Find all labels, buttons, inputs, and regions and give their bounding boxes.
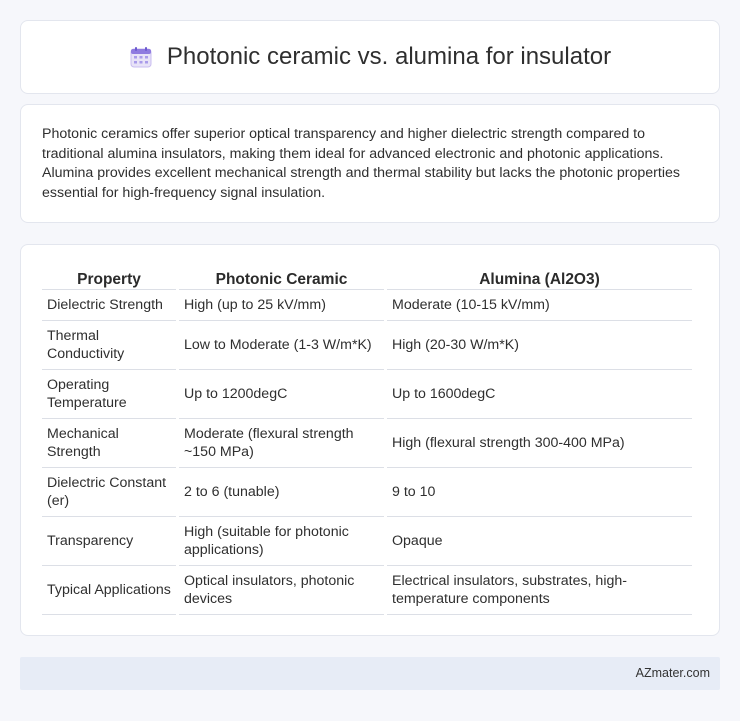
cell-alumina: Moderate (10-15 kV/mm) xyxy=(387,290,692,321)
cell-alumina: Opaque xyxy=(387,517,692,566)
cell-property: Dielectric Strength xyxy=(42,290,176,321)
intro-card xyxy=(20,104,720,223)
page-title: Photonic ceramic vs. alumina for insulator xyxy=(166,43,612,70)
cell-photonic: High (up to 25 kV/mm) xyxy=(179,290,384,321)
cell-photonic: Up to 1200degC xyxy=(179,370,384,419)
cell-alumina: 9 to 10 xyxy=(387,468,692,517)
cell-photonic: Low to Moderate (1-3 W/m*K) xyxy=(179,321,384,370)
table-header-row xyxy=(42,265,692,290)
table-card xyxy=(20,244,720,636)
cell-property: Dielectric Constant (er) xyxy=(42,468,176,517)
cell-alumina: Electrical insulators, substrates, high-temperature components xyxy=(387,566,692,615)
table-row xyxy=(42,370,692,419)
header-alumina: Alumina (Al2O3) xyxy=(387,265,692,290)
footer-brand[interactable]: AZmater.com xyxy=(635,666,710,680)
cell-property: Typical Applications xyxy=(42,566,176,615)
table-row xyxy=(42,321,692,370)
table-row xyxy=(42,419,692,468)
cell-photonic: 2 to 6 (tunable) xyxy=(179,468,384,517)
cell-photonic: Optical insulators, photonic devices xyxy=(179,566,384,615)
cell-property: Transparency xyxy=(42,517,176,566)
cell-property: Operating Temperature xyxy=(42,370,176,419)
cell-photonic: Moderate (flexural strength ~150 MPa) xyxy=(179,419,384,468)
table-row xyxy=(42,517,692,566)
table-row xyxy=(42,566,692,615)
table-row xyxy=(42,468,692,517)
footer xyxy=(20,657,720,690)
cell-property: Thermal Conductivity xyxy=(42,321,176,370)
calendar-icon xyxy=(129,45,153,69)
table-row xyxy=(42,290,692,321)
header-photonic-ceramic: Photonic Ceramic xyxy=(179,265,384,290)
cell-alumina: High (flexural strength 300-400 MPa) xyxy=(387,419,692,468)
cell-alumina: Up to 1600degC xyxy=(387,370,692,419)
intro-text: Photonic ceramics offer superior optical transparency and higher dielectric strength compared to traditional alumina insulators, making them ideal for advanced electronic and photonic applications. Alumina provides excellent mechanical strength and thermal stability but lacks the photonic properties essential for high-frequency signal insulation. xyxy=(42,126,680,201)
cell-alumina: High (20-30 W/m*K) xyxy=(387,321,692,370)
title-card xyxy=(20,20,720,94)
cell-photonic: High (suitable for photonic applications) xyxy=(179,517,384,566)
comparison-table xyxy=(39,265,695,615)
header-property: Property xyxy=(42,265,176,290)
cell-property: Mechanical Strength xyxy=(42,419,176,468)
